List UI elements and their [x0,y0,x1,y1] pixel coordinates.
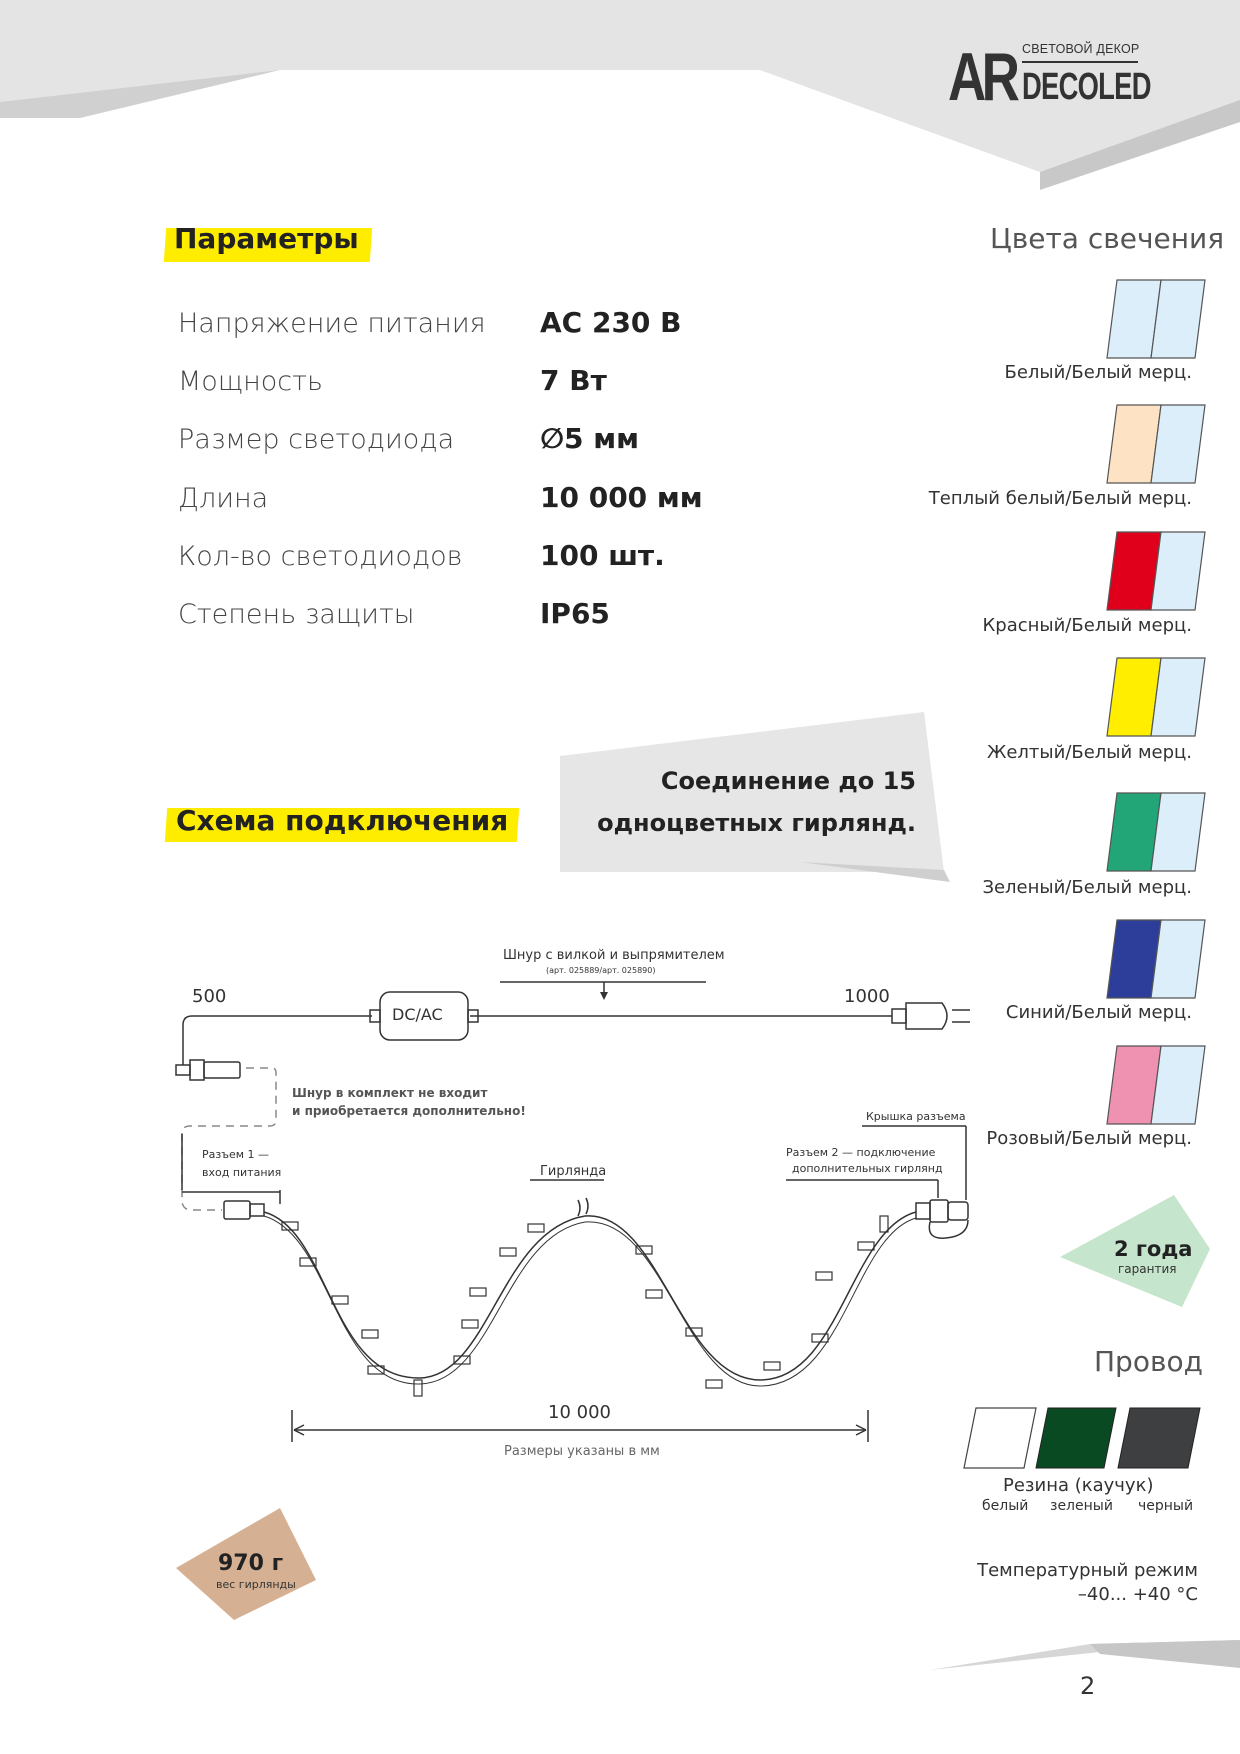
connector-2-label-1: Разъем 2 — подключение [786,1146,936,1159]
wire-option-black: черный [1138,1498,1194,1514]
weight-text: вес гирлянды [216,1578,296,1591]
connector-2-label-2: дополнительных гирлянд [792,1162,943,1175]
logo-mark: AR [948,39,1016,115]
wire-black-swatch [1118,1408,1200,1468]
garland-label: Гирлянда [540,1164,607,1179]
param-value: 7 Вт [540,364,607,397]
wire-white-swatch [964,1408,1036,1468]
cord-length-left: 500 [192,986,227,1007]
scheme-title: Схема подключения [176,804,509,837]
units-note: Размеры указаны в мм [504,1444,660,1459]
wire-option-white: белый [982,1498,1029,1514]
param-value: ∅5 мм [540,422,639,455]
connector-1-label-1: Разъем 1 — [202,1148,270,1161]
param-label: Кол-во светодиодов [178,541,463,572]
param-value: 100 шт. [540,539,665,572]
color-label: Желтый/Белый мерц. [986,742,1192,763]
param-value: IP65 [540,597,610,630]
param-label: Напряжение питания [178,308,486,339]
connector-1-label-2: вход питания [202,1166,282,1179]
param-value: 10 000 мм [540,481,703,514]
not-included-note-2: и приобретается дополнительно! [292,1104,526,1118]
cord-length-right: 1000 [844,986,890,1007]
param-label: Степень защиты [178,599,415,630]
wire-material: Резина (каучук) [1003,1475,1154,1496]
param-value: AC 230 В [540,306,682,339]
colors-title: Цвета свечения [990,222,1225,255]
warranty-text: гарантия [1118,1262,1177,1276]
page-number: 2 [1080,1672,1096,1700]
wire-swatches [964,1408,1204,1470]
connection-line-2: одноцветных гирлянд. [597,809,916,837]
wire-title: Провод [1094,1345,1203,1378]
weight-value: 970 г [218,1551,284,1576]
not-included-note-1: Шнур в комплект не входит [292,1086,488,1100]
color-label: Розовый/Белый мерц. [986,1128,1192,1149]
garland-length: 10 000 [548,1402,611,1423]
warranty-number: 2 года [1114,1237,1193,1261]
color-label: Красный/Белый мерц. [982,615,1192,636]
param-label: Размер светодиода [178,424,455,455]
cord-article: (арт. 025889/арт. 025890) [546,966,656,975]
color-label: Теплый белый/Белый мерц. [928,488,1192,509]
wire-option-green: зеленый [1050,1498,1113,1514]
param-label: Длина [178,483,269,514]
color-label: Зеленый/Белый мерц. [982,877,1192,898]
logo-tagline: СВЕТОВОЙ ДЕКОР [1022,42,1140,56]
param-label: Мощность [178,366,323,397]
wire-green-swatch [1036,1408,1116,1468]
dc-ac-label: DC/AC [392,1005,443,1024]
color-label: Белый/Белый мерц. [1004,362,1192,383]
cord-label: Шнур с вилкой и выпрямителем [503,948,725,963]
logo-brand: DECOLED [1022,66,1151,108]
params-title: Параметры [174,222,359,255]
cap-label: Крышка разъема [866,1110,966,1123]
temperature-label: Температурный режим [977,1560,1198,1581]
connection-line-1: Соединение до 15 [660,767,916,795]
temperature-range: –40... +40 °C [1077,1584,1198,1605]
color-label: Синий/Белый мерц. [1005,1002,1192,1023]
